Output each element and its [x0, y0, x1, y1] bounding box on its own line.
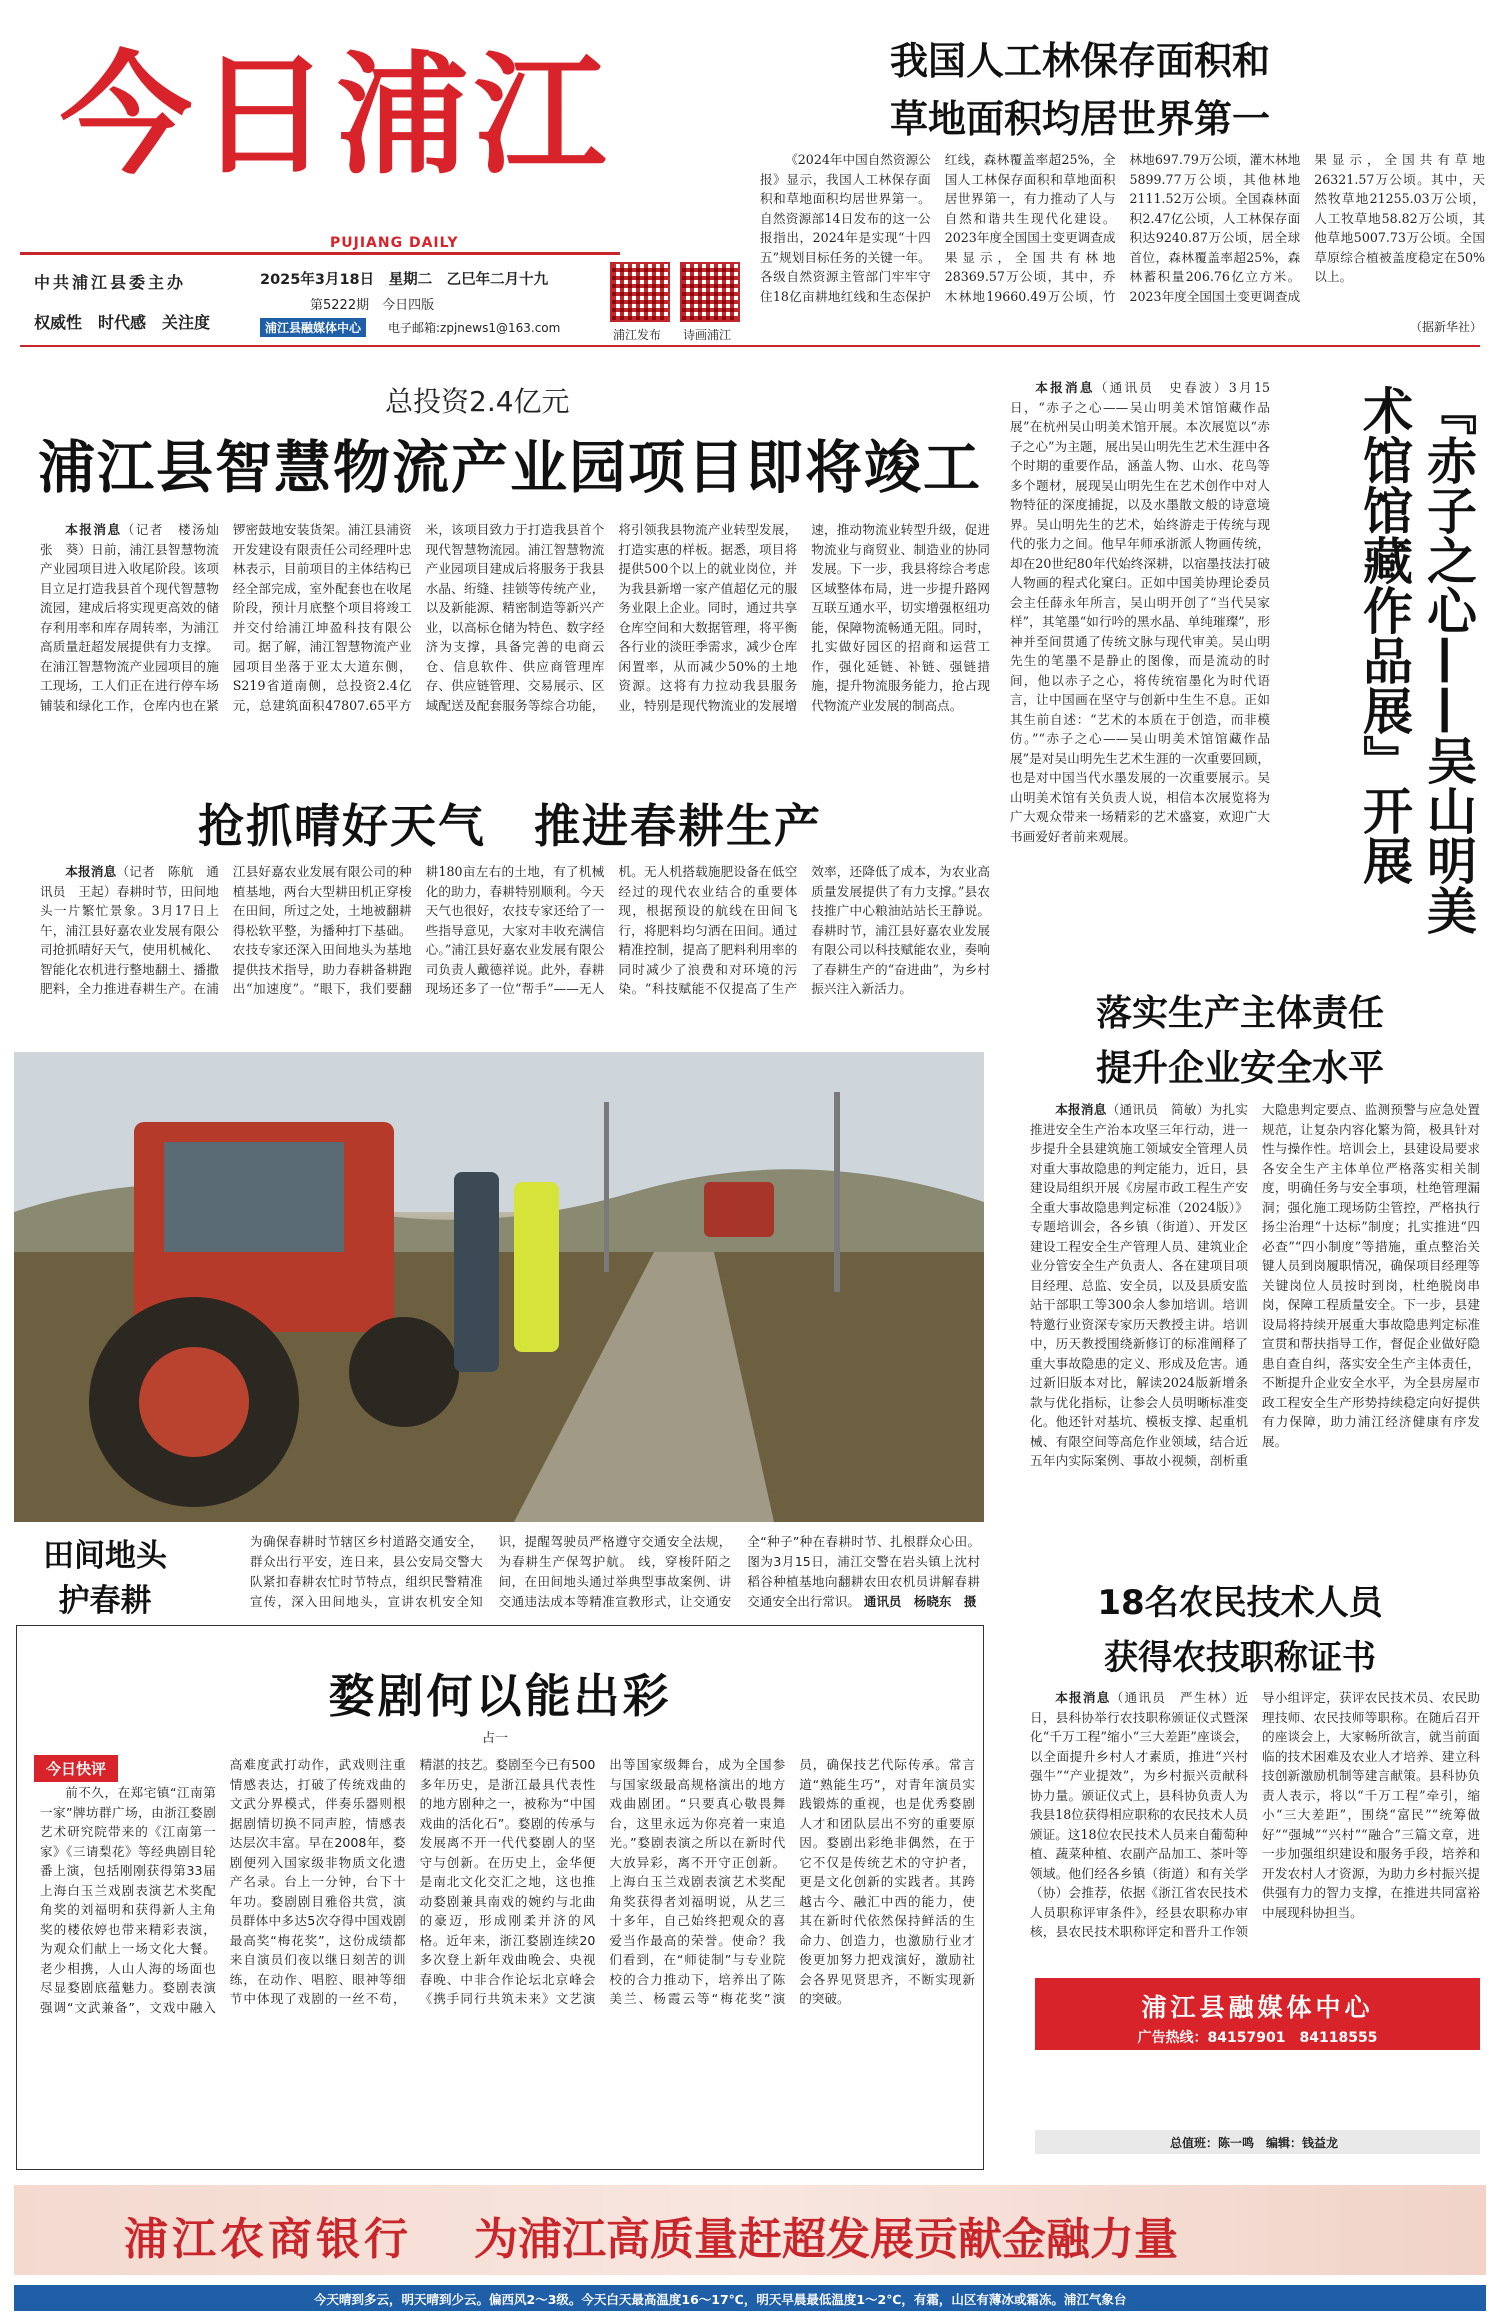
spring-headline: 抢抓晴好天气 推进春耕生产 — [198, 799, 822, 853]
weather-text: 今天晴到多云，明天晴到少云。偏西风2～3级。今天白天最高温度16～17℃，明天早晨最低温度1～2℃，有霜，山区有薄冰或霜冻。浦江气象台 — [314, 2292, 1127, 2307]
qr-code-2[interactable] — [680, 262, 740, 322]
bank-slogan: 为浦江高质量赶超发展贡献金融力量 — [474, 2214, 1178, 2265]
safety-byline: （通讯员 简敏） — [1106, 1102, 1210, 1117]
photo-credit: 通讯员 杨晓东 摄 — [863, 1594, 977, 1609]
photo-title-1: 田间地头 — [43, 1538, 167, 1574]
masthead-rule — [20, 252, 620, 255]
logistics-text — [40, 520, 990, 715]
photo-caption-text: 为确保春耕时节辖区乡村道路交通安全，群众出行平安，连日来，县公安局交警大队紧扣春耕农忙时节特点，组织民警精准宣传，深入田间地头，宣讲农机安全知识，提醒驾驶员严格遵守交通安全法规，为春耕生产保驾护航。 — [250, 1534, 732, 1609]
opera-headline: 婺剧何以能出彩 — [328, 1669, 672, 1723]
exhibition-headline-text: 『赤子之心——吴山明美术馆馆藏作品展』开展 — [1355, 385, 1477, 935]
weather-bar — [14, 2285, 1486, 2311]
safety-lead: 本报消息 — [1055, 1102, 1107, 1117]
farmers-text — [1030, 1688, 1480, 1942]
spring-text — [40, 862, 990, 999]
qr-label-1: 浦江发布 — [613, 328, 662, 342]
ad-box-title: 浦江县融媒体中心 — [1141, 1993, 1374, 2022]
spring-paragraph: 春耕时节，田间地头一片繁忙景象。3月17日上午，浦江县好嘉农业发展有限公司抢抓晴好天气，使用机械化、智能化农机进行整地翻土、播撒肥料，全力推进春耕生产。在浦江县好嘉农业发展有限公司的种植基地，两台大型耕田机正穿梭在田间，所过之处，土地被翻耕得松软平整，为播种打下基础。农技专家还深入田间地头为基地提供技术指导，助力春耕备耕跑出“加速度”。“眼下，我们要翻耕180亩左右的土地，有了机械化的助力，春耕特别顺利。今天天气也很好，农技专家还给了一些指导意见，大家对丰收充满信心。”浦江县好嘉农业发展有限公司负责人戴德祥说。此外，春耕现场还多了一位“帮手”——无人机。无人机搭载施肥设备在低空经过的现代农业结合的重要体现，根据预设的航线在田间飞行，将肥料均匀洒在田间。通过精准控制，提高了肥料利用率的同时减少了浪费和对环境的污染。“科技赋能不仅提高了生产效率，还降低了成本，为农业高质量发展提供了有力支撑。”县农技推广中心粮油站站长王静说。春耕时节，浦江县好嘉农业发展有限公司以科技赋能农业，奏响了春耕生产的“奋进曲”，为乡村振兴注入新活力。 — [40, 864, 990, 996]
opera-author: 占一 — [482, 1731, 509, 1746]
top-story-headline-1: 我国人工林保存面积和 — [890, 39, 1271, 83]
masthead-date: 2025年3月18日 星期二 乙巳年二月十九 — [260, 272, 549, 288]
logistics-headline: 浦江县智慧物流产业园项目即将竣工 — [38, 435, 982, 501]
ad-box — [1035, 1978, 1480, 2050]
top-story-headline-2: 草地面积均居世界第一 — [890, 97, 1271, 141]
opera-text: 前不久，在郑宅镇“江南第一家”牌坊群广场，由浙江婺剧艺术研究院带来的《江南第一家》《三请梨花》等经典剧目轮番上演，包括刚刚获得第33届上海白玉兰戏剧表演艺术奖配角奖的刘福明和获得新人主角奖的楼依婷也带来精彩表演，为观众们献上一场文化大餐。老少相携，人山人海的场面也尽显婺剧底蕴魅力。婺剧表演强调“文武兼备”，文戏中融入高难度武打动作，武戏则注重情感表达，打破了传统戏曲的文武分界模式，伴奏乐器则根据剧情切换不同声腔，情感表达层次丰富。早在2008年，婺剧便列入国家级非物质文化遗产名录。台上一分钟，台下十年功。婺剧剧目雅俗共赏，演员群体中多达5次夺得中国戏剧最高奖“梅花奖”，这份成绩都来自演员们夜以继日刻苦的训练，在动作、唱腔、眼神等细节中体现了戏剧的一丝不苟，精湛的技艺。婺剧至今已有500多年历史，是浙江最具代表性的地方剧种之一，被称为“中国戏曲的活化石”。婺剧的传承与发展离不开一代代婺剧人的坚守与创新。在历史上，金华便是南北文化交汇之地，这也推动婺剧兼具南戏的婉约与北曲的豪迈，形成刚柔并济的风格。近年来，浙江婺剧连续20多次登上新年戏曲晚会、央视春晚、中非合作论坛北京峰会《携手同行共筑未来》文艺演出等国家级舞台，成为全国参与国家级最高规格演出的地方戏曲剧团。“只要真心敬畏舞台，这里永远为你亮着一束追光。”婺剧表演之所以在新时代大放异彩，离不开守正创新。上海白玉兰戏剧表演艺术奖配角奖获得者刘福明说，从艺三十多年，自己始终把观众的喜爱当作最高的荣誉。使命？我们看到，在“师徒制”与专业院校的合力推动下，培养出了陈美兰、杨霞云等“梅花奖”演员，确保技艺代际传承。常言道“熟能生巧”，对青年演员实践锻炼的重视，也是优秀婺剧人才和团队层出不穷的重要原因。婺剧出彩绝非偶然，在于它不仅是传统艺术的守护者，更是文化创新的实践者。其跨越古今、融汇中西的能力，使其在新时代依然保持鲜活的生命力、创造力，也激励行业才俊更加努力把戏演好，激励社会各界见贤思齐，不断实现新的突破。 — [40, 1757, 975, 2015]
bank-banner — [14, 2185, 1486, 2275]
safety-paragraph: 为扎实推进安全生产治本攻坚三年行动，进一步提升全县建筑施工领域安全管理人员对重大事故隐患的判定能力，近日，县建设局组织开展《房屋市政工程生产安全重大事故隐患判定标准（2024版）》专题培训会，各乡镇（街道）、开发区建设工程安全生产管理人员、建筑业企业分管安全生产负责人、各在建项目项目经理、总监、安全员，以及县质安监站干部职工等300余人参加培训。培训特邀行业资深专家历天教授主讲。培训中，历天教授围绕新修订的标准阐释了重大事故隐患的定义、形成及危害。通过新旧版本对比，解读2024版新增条款与优化指标，让参会人员明晰标准变化。他还针对基坑、模板支撑、起重机械、有限空间等高危作业领域，结合近五年内实际案例、事故小视频，剖析重大隐患判定要点、监测预警与应急处置规范，让复杂内容化繁为简，极具针对性与操作性。培训会上，县建设局要求各安全生产主体单位严格落实相关制度，明确任务与安全事项，杜绝管理漏洞；强化施工现场防尘管控，严格执行扬尘治理“十达标”制度；扎实推进“四必查”“四小制度”等措施，重点整治关键人员到岗履职情况，确保项目经理等关键岗位人员按时到岗，杜绝脱岗串岗，保障工程质量安全。下一步，县建设局将持续开展重大事故隐患判定标准宣贯和帮扶指导工作，督促企业做好隐患自查自纠，落实安全生产主体责任，不断提升企业安全水平，为全县房屋市政工程安全生产形势持续稳定向好提供有力保障，助力浦江经济健康有序发展。 — [1030, 1102, 1480, 1468]
safety-headline-1: 落实生产主体责任 — [1095, 993, 1384, 1034]
masthead-slogan: 权威性 时代感 关注度 — [34, 313, 211, 332]
farmers-body — [1030, 1688, 1480, 1958]
photo-title-2: 护春耕 — [58, 1583, 152, 1619]
spring-lead: 本报消息 — [65, 864, 117, 879]
logistics-lead: 本报消息 — [65, 522, 122, 537]
logistics-body — [40, 520, 990, 765]
safety-text — [1030, 1100, 1480, 1471]
media-center-label: 浦江县融媒体中心 — [265, 321, 362, 335]
masthead-email: 电子邮箱:zpjnews1@163.com — [388, 321, 561, 335]
top-story-body — [760, 150, 1485, 315]
farmers-lead: 本报消息 — [1055, 1690, 1111, 1705]
farmers-headline-1: 18名农民技术人员 — [1097, 1583, 1383, 1623]
safety-body — [1030, 1100, 1480, 1540]
photo-illustration — [14, 1052, 984, 1522]
exhibition-text — [1010, 378, 1270, 846]
divider-top — [20, 345, 1480, 347]
photo-farm-tractor — [14, 1052, 984, 1522]
photo-caption-text-3: 图为3月15日，浦江交警在岩头镇上沈村稻谷种植基地向翻耕农田农机员讲解春耕交通安全出行常识。 — [747, 1554, 980, 1609]
exhibition-headline — [1280, 385, 1480, 955]
top-story-text: 《2024年中国自然资源公报》显示，我国人工林保存面积和草地面积均居世界第一。自然资源部14日发布的这一公报指出，2024年是实现“十四五”规划目标任务的关键一年。各级自然资源主管部门牢牢守住18亿亩耕地红线和生态保护红线，森林覆盖率超25%，全国人工林保存面积和草地面积居世界第一，有力推动了人与自然和谐共生现代化建设。2023年度全国国土变更调查成果显示，全国共有林地28369.57万公顷，其中，乔木林地19660.49万公顷，竹林地697.79万公顷，灌木林地5899.77万公顷，其他林地2111.52万公顷。全国森林面积2.47亿公顷，人工林保存面积达9240.87万公顷，居全球首位，森林覆盖率超25%，森林蓄积量206.76亿立方米。2023年度全国国土变更调查成果显示，全国共有草地26321.57万公顷。其中，天然牧草地21255.03万公顷，人工牧草地58.82万公顷，其他草地5007.73万公顷。全国草原综合植被盖度稳定在50%以上。 — [760, 152, 1485, 304]
masthead — [20, 10, 880, 340]
spring-byline: （记者 陈航 通讯员 王起） — [40, 864, 219, 899]
exhibition-body — [1010, 378, 1270, 978]
masthead-sponsor: 中共浦江县委主办 — [34, 273, 187, 292]
ad-box-phone: 广告热线：84157901 84118555 — [1137, 2030, 1378, 2046]
exhibition-byline: （通讯员 史春波） — [1094, 380, 1229, 395]
spring-body — [40, 862, 990, 1032]
farmers-headline-2: 获得农技职称证书 — [1104, 1638, 1376, 1678]
masthead-issue: 第5222期 今日四版 — [310, 298, 435, 313]
masthead-pinyin: PUJIANG DAILY — [330, 235, 459, 251]
exhibition-paragraph: 3月15日，“赤子之心——吴山明美术馆馆藏作品展”在杭州吴山明美术馆开展。本次展览以“赤子之心”为主题，展出吴山明先生艺术生涯中各个时期的重要作品，涵盖人物、山水、花鸟等多个题材，展现吴山明先生在艺术创作中对人物特征的深度捕捉，以及水墨散文般的诗意境界。吴山明先生的艺术，始终游走于传统与现代的张力之间。他早年师承浙派人物画传统，却在20世纪80年代始终深耕，以宿墨技法打破人物画的程式化窠臼。正如中国美协理论委员会主任薛永年所言，吴山明开创了“当代吴家样”，其笔墨“如行吟的黑水晶、单纯璀璨”，形神并至间贯通了传统文脉与现代审美。吴山明先生的笔墨不是静止的图像，而是流动的时间，他以赤子之心，将传统宿墨化为时代语言，让中国画在坚守与创新中生生不息。正如其生前自述：“艺术的本质在于创造，而非模仿。”“赤子之心——吴山明美术馆馆藏作品展”是对吴山明先生艺术生涯的一次重要回顾，也是对中国当代水墨发展的一次重要展示。吴山明美术馆有关负责人说，相信本次展览将为广大观众带来一场精彩的艺术盛宴，欢迎广大书画爱好者前来观展。 — [1010, 380, 1270, 844]
farmers-byline: （通讯员 严生林） — [1110, 1690, 1236, 1705]
opera-body — [40, 1755, 975, 2155]
masthead-title: 今日浦江 — [60, 38, 612, 193]
top-story-source: （据新华社） — [1410, 320, 1483, 334]
farmers-paragraph: 近日，县科协举行农技职称颁证仪式暨深化“千万工程”缩小“三大差距”座谈会，以全面提升乡村人才素质，推进“兴村强牛”“产业提效”，为乡村振兴贡献科协力量。颁证仪式上，县科协负责人为我县18位获得相应职称的农民技术人员颁证。这18位农民技术人员来自葡萄种植、蔬菜种植、农副产品加工、茶叶等领域。他们经各乡镇（街道）和有关学（协）会推荐，依据《浙江省农民技术人员职称评审条件》，经县农职称办审核，县农民技术职称评定和晋升工作领导小组评定，获评农民技术员、农民助理技师、农民技师等职称。在随后召开的座谈会上，大家畅所欲言，就当前面临的技术困难及农业人才培养、建立科技创新激励机制等建言献策。县科协负责人表示，将以“千万工程”牵引，缩小“三大差距”，围绕“富民”“统筹做好”“强城”“兴村”“融合”三篇文章，进一步加强组织建设和服务手段，培养和开发农村人才资源，为助力乡村振兴提供强有力的智力支撑，在推进共同富裕中展现科协担当。 — [1030, 1690, 1480, 1939]
photo-caption-text-2: 线，穿梭阡陌之间，在田间地头通过举典型事故案例、讲交通违法成本等精准宣教形式，让交通安全“种子”种在春耕时节、扎根群众心田。 — [498, 1534, 980, 1609]
media-center-logo — [260, 318, 366, 337]
editor-bar — [1035, 2130, 1480, 2154]
logistics-byline: （记者 楼汤灿 张 葵） — [40, 522, 232, 557]
qr-code-1[interactable] — [610, 262, 670, 322]
qr-label-2: 诗画浦江 — [683, 328, 732, 342]
safety-headline-2: 提升企业安全水平 — [1095, 1048, 1384, 1089]
photo-caption — [250, 1532, 980, 1617]
logistics-kicker: 总投资2.4亿元 — [385, 385, 570, 418]
opera-column-label: 今日快评 — [46, 1760, 107, 1778]
editor-credit: 总值班：陈一鸣 编辑：钱益龙 — [1170, 2136, 1339, 2150]
logistics-paragraph: 日前，浦江县智慧物流产业园项目进入收尾阶段。该项目立足打造我县首个现代智慧物流园，建成后将实现更高效的储存利用率和库存周转率，为浦江高质量赶超发展提供有力支撑。在浦江智慧物流产业园项目的施工现场，工人们正在进行停车场铺装和绿化工作，仓库内也在紧锣密鼓地安装货架。浦江县浦资开发建设有限责任公司经理叶忠林表示，目前项目的主体结构已经全部完成，室外配套也在收尾阶段，预计月底整个项目将竣工并交付给浦江坤盈科技有限公司。据了解，浦江智慧物流产业园项目坐落于亚太大道东侧，S219省道南侧，总投资2.4亿元，总建筑面积47807.65平方米，该项目致力于打造我县首个现代智慧物流园。浦江智慧物流产业园项目建成后将服务于我县水晶、绗缝、挂锁等传统产业，以及新能源、精密制造等新兴产业，以高标仓储为特色、数字经济为支撑，具备完善的电商云仓、信息软件、供应商管理库存、供应链管理、交易展示、区域配送及配套服务等综合功能，将引领我县物流产业转型发展，打造实惠的样板。据悉，项目将提供500个以上的就业岗位，并为我县新增一家产值超亿元的服务业限上企业。同时，通过共享仓库空间和大数据管理，将平衡各行业的淡旺季需求，减少仓库闲置率，从而减少50%的土地资源。这将有力拉动我县服务业，特别是现代物流业的发展增速，推动物流业转型升级，促进物流业与商贸业、制造业的协同发展。下一步，我县将综合考虑区域整体布局，进一步提升路网互联互通水平，切实增强枢纽功能，保障物流畅通无阻。同时，扎实做好园区的招商和运营工作，强化延链、补链、强链措施，提升物流服务能力，抢占现代物流产业发展的制高点。 — [40, 522, 990, 713]
exhibition-lead: 本报消息 — [1035, 380, 1095, 395]
bank-name: 浦江农商银行 — [124, 2214, 412, 2265]
